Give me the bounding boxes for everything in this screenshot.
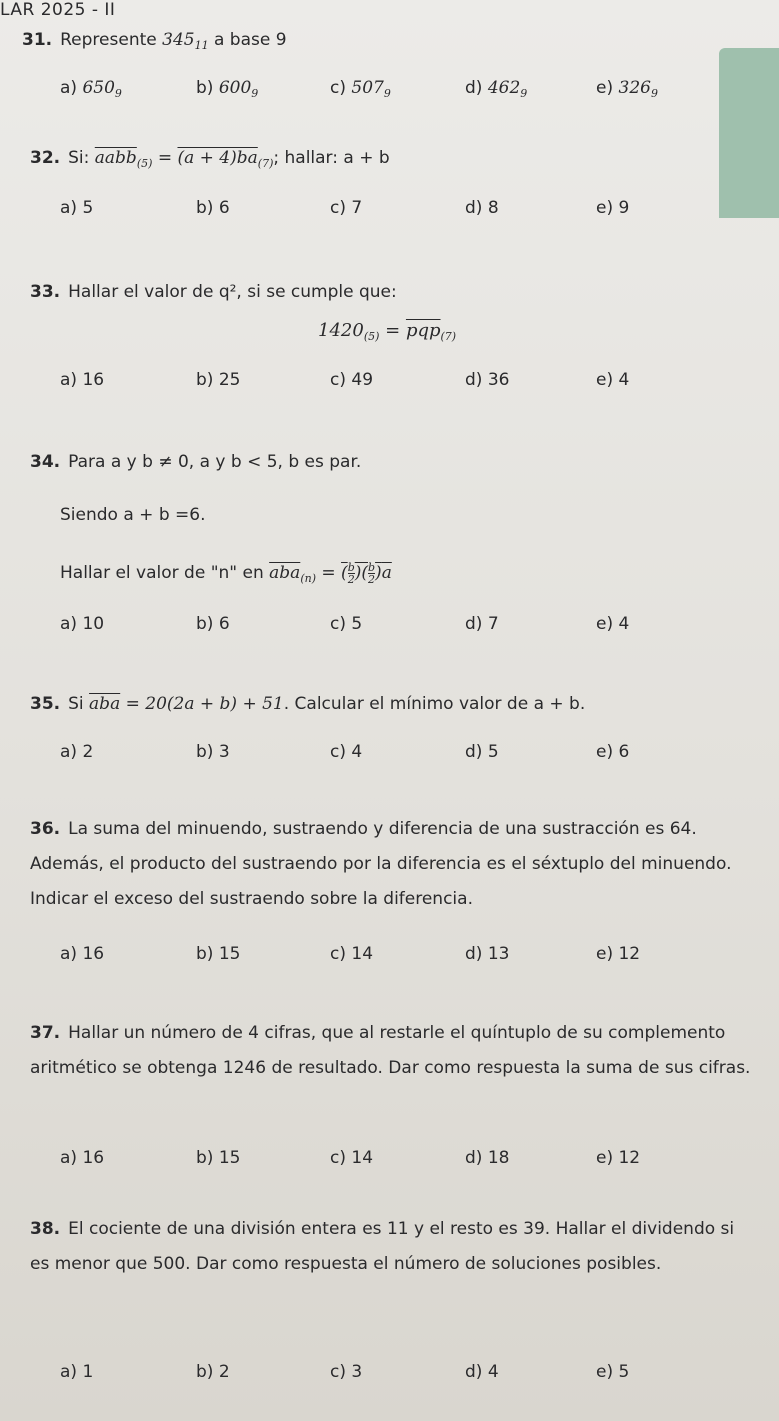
- option-c[interactable]: c) 7: [330, 198, 363, 218]
- option-e[interactable]: e) 4: [596, 614, 630, 634]
- question-38: 38. El cociente de una división entera es 11 y el resto es 39. Hallar el dividendo si es menor que 500. Dar como respuesta el número de soluciones posibles.: [30, 1219, 735, 1274]
- option-e[interactable]: e) 4: [596, 370, 630, 390]
- exam-header: LAR 2025 - II: [0, 0, 116, 20]
- option-a[interactable]: a) 5: [60, 198, 94, 218]
- option-e[interactable]: e) 6: [596, 742, 630, 762]
- option-a[interactable]: a) 2: [60, 742, 94, 762]
- option-e[interactable]: e) 12: [596, 944, 641, 964]
- option-a[interactable]: a) 10: [60, 614, 105, 634]
- option-c[interactable]: c) 49: [330, 370, 374, 390]
- option-b[interactable]: b) 6: [196, 614, 230, 634]
- option-c[interactable]: c) 14: [330, 1148, 374, 1168]
- option-d[interactable]: d) 8: [465, 198, 499, 218]
- option-a[interactable]: a) 16: [60, 1148, 105, 1168]
- option-e[interactable]: e) 9: [596, 198, 630, 218]
- base-subscript: 11: [194, 39, 209, 52]
- option-a[interactable]: a) 16: [60, 944, 105, 964]
- option-c[interactable]: c) 5: [330, 614, 363, 634]
- option-e[interactable]: e) 12: [596, 1148, 641, 1168]
- question-36: 36. La suma del minuendo, sustraendo y diferencia de una sustracción es 64. Además, el producto del sustraendo por la diferencia es el séxtuplo del minuendo. Indicar el exceso del sustraendo sobre la diferencia.: [30, 819, 732, 909]
- option-a[interactable]: a) 16: [60, 370, 105, 390]
- question-34-line-3: Hallar el valor de "n" en $\overline{aba}_{(n)}$ = ( $\frac{b}{2}$ )( $\frac{b}{2}$ )a: [60, 561, 392, 586]
- option-b[interactable]: b) 2: [196, 1362, 230, 1382]
- option-a[interactable]: a) $650_9$: [60, 78, 122, 100]
- question-number: 31.: [22, 30, 53, 50]
- green-tab-decoration: [719, 48, 779, 218]
- option-d[interactable]: d) 18: [465, 1148, 510, 1168]
- option-e[interactable]: e) 5: [596, 1362, 630, 1382]
- option-c[interactable]: c) $507_9$: [330, 78, 391, 100]
- question-35: 35. Si $\overline{aba} = 20(2a + b) + 51$. Calcular el mínimo valor de a + b.: [30, 694, 586, 714]
- option-d[interactable]: d) 5: [465, 742, 499, 762]
- option-b[interactable]: b) 3: [196, 742, 230, 762]
- question-37: 37. Hallar un número de 4 cifras, que al restarle el quíntuplo de su complemento aritmético se obtenga 1246 de resultado. Dar como respuesta la suma de sus cifras.: [30, 1023, 751, 1078]
- question-33: 33. Hallar el valor de q², si se cumple que:: [30, 282, 397, 302]
- question-31: 31. Represente $345_{11}$ a base 9: [22, 30, 287, 52]
- equation-33: $1420_{(5)} = \overline{pqp}_{(7)}$: [318, 320, 457, 343]
- option-d[interactable]: d) 4: [465, 1362, 499, 1382]
- option-d[interactable]: d) 13: [465, 944, 510, 964]
- option-c[interactable]: c) 3: [330, 1362, 363, 1382]
- question-32: 32. Si: aabb$_{(5)}$ = $(a + 4)ba_{(7)}$; hallar: a + b: [30, 148, 390, 170]
- option-d[interactable]: d) $462_9$: [465, 78, 528, 100]
- option-c[interactable]: c) 4: [330, 742, 363, 762]
- option-b[interactable]: b) 6: [196, 198, 230, 218]
- option-c[interactable]: c) 14: [330, 944, 374, 964]
- option-e[interactable]: e) $326_9$: [596, 78, 658, 100]
- number-value: 345: [162, 30, 195, 50]
- question-34-line-2: Siendo a + b =6.: [60, 505, 206, 525]
- option-b[interactable]: b) 15: [196, 944, 241, 964]
- option-d[interactable]: d) 7: [465, 614, 499, 634]
- option-b[interactable]: b) $600_9$: [196, 78, 259, 100]
- option-b[interactable]: b) 15: [196, 1148, 241, 1168]
- question-34-line-1: 34. Para a y b ≠ 0, a y b < 5, b es par.: [30, 452, 362, 472]
- option-a[interactable]: a) 1: [60, 1362, 94, 1382]
- overlined-expression: ( $\frac{b}{2}$ )( $\frac{b}{2}$ )a: [341, 561, 392, 586]
- option-b[interactable]: b) 25: [196, 370, 241, 390]
- option-d[interactable]: d) 36: [465, 370, 510, 390]
